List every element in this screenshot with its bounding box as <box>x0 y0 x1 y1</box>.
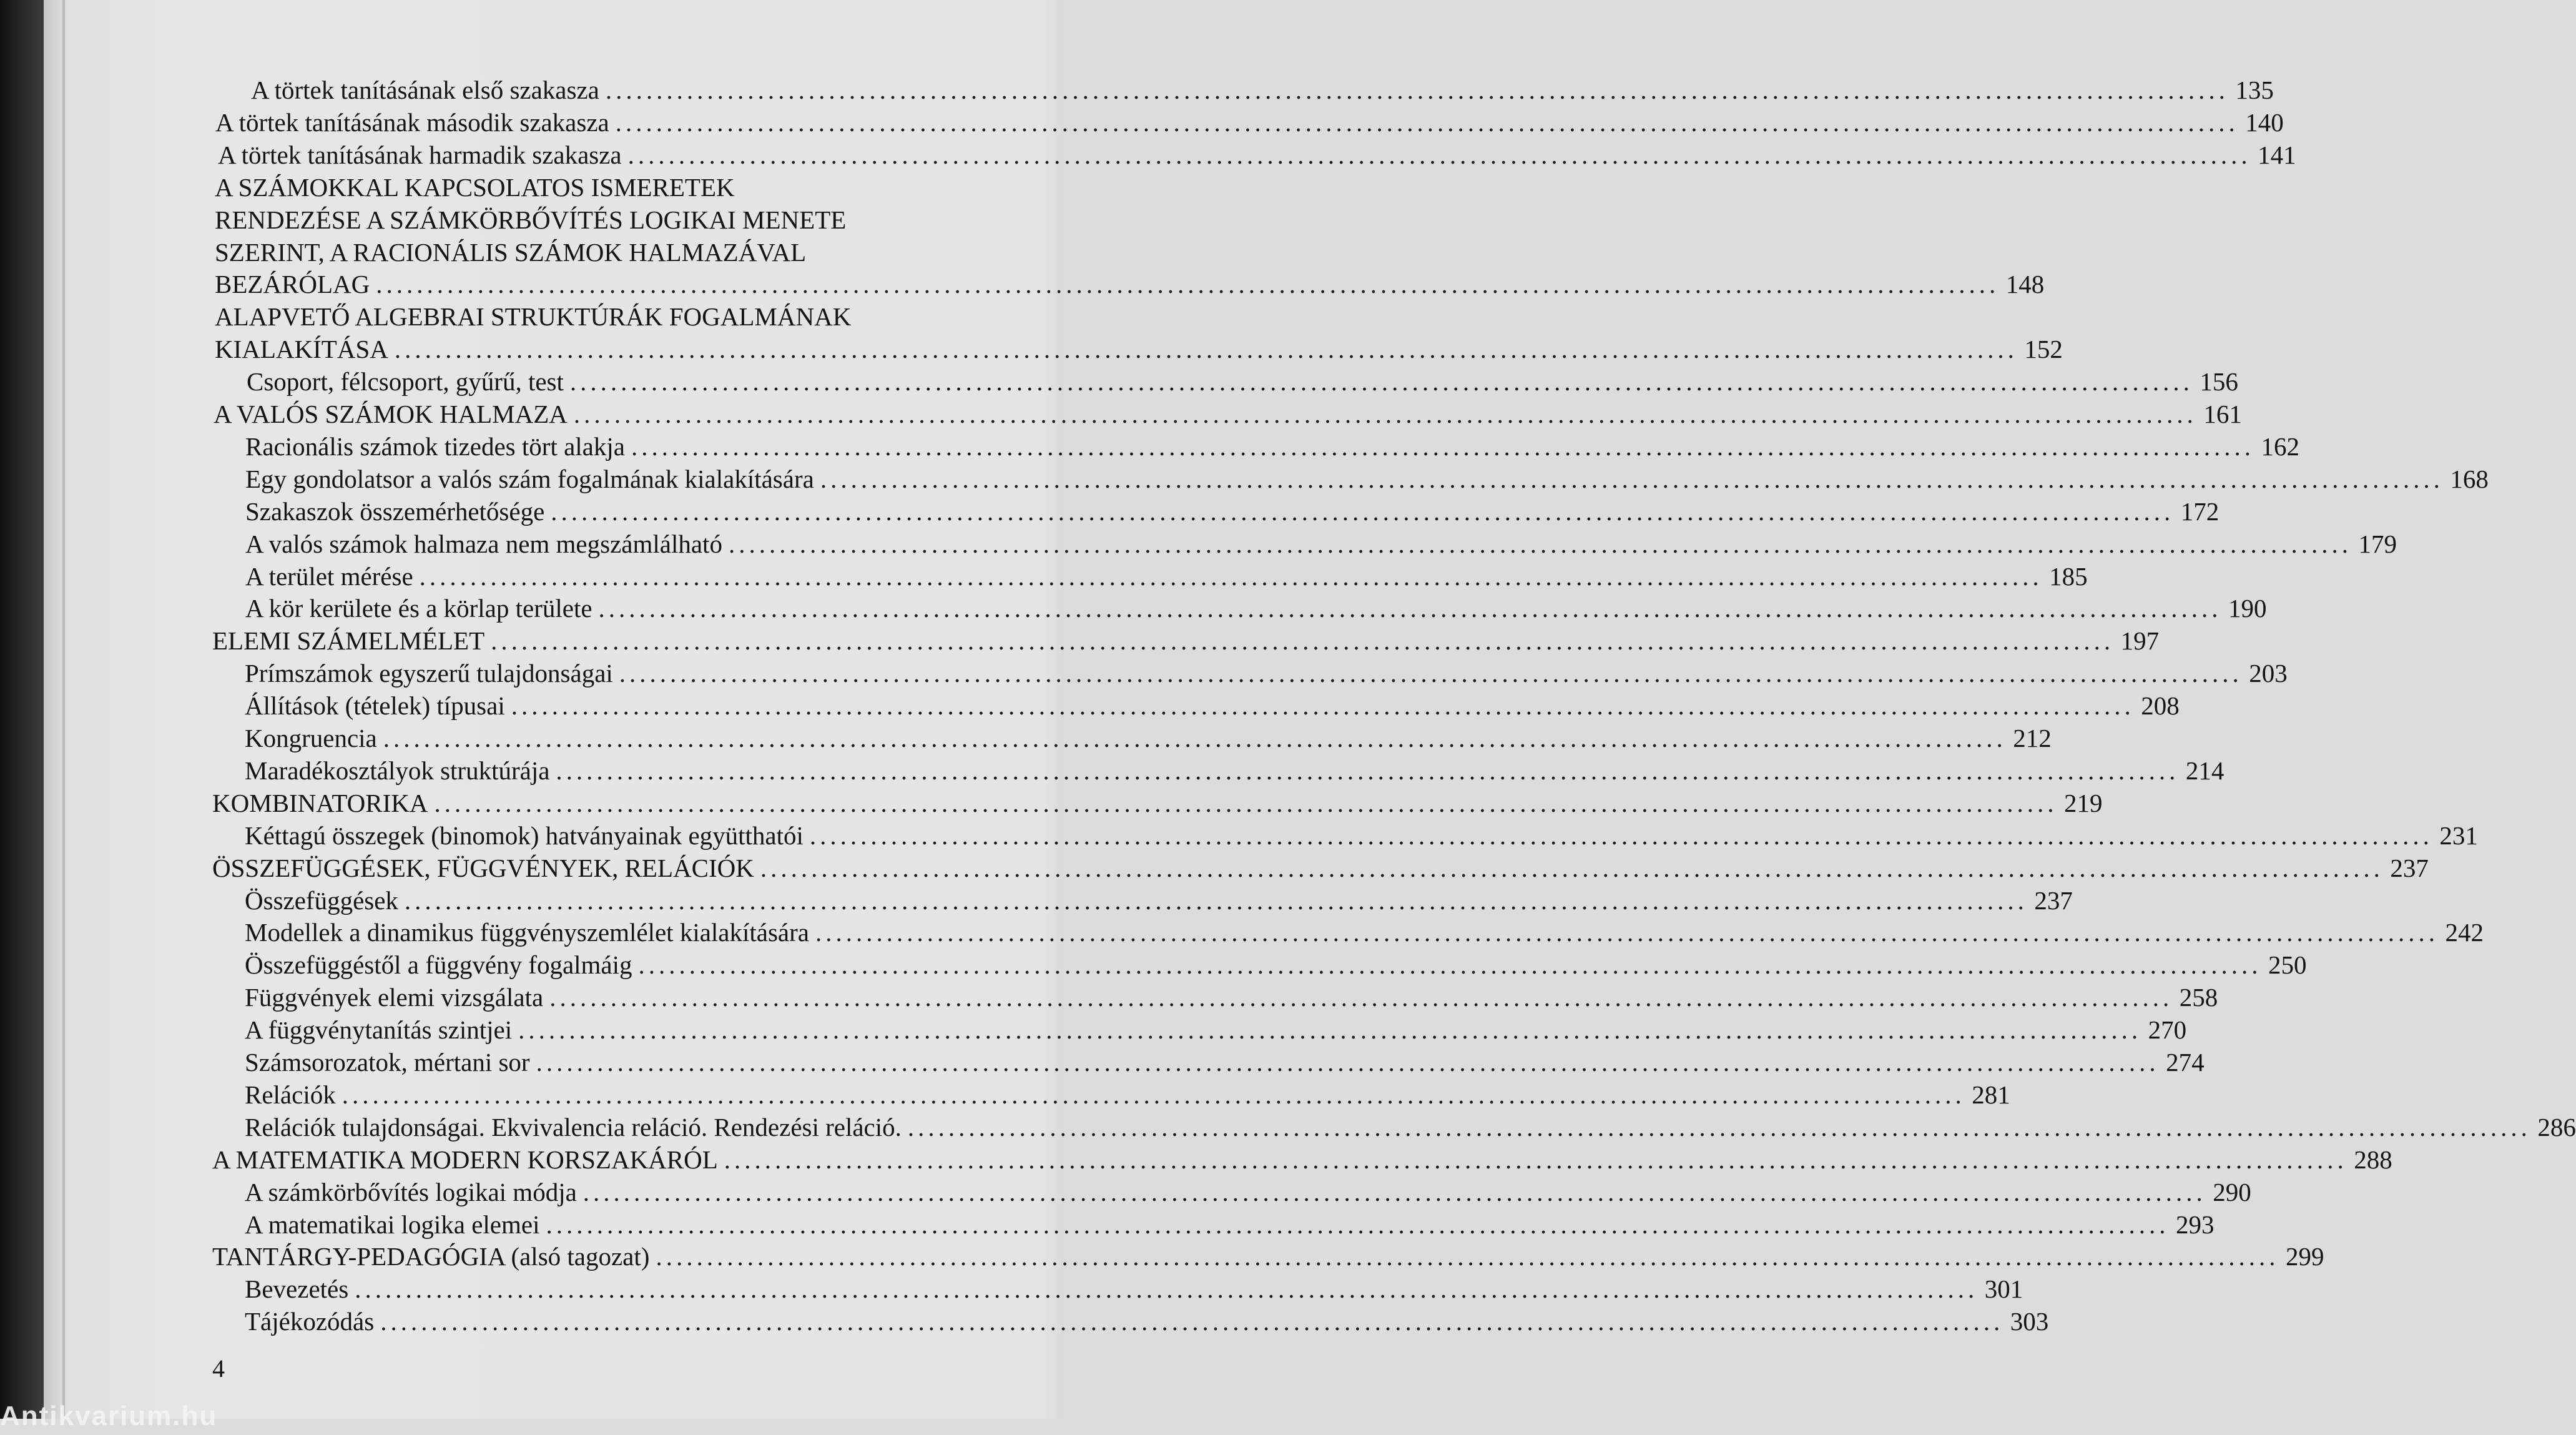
section-title: Modellek a dinamikus függvényszemlélet kialakítására <box>245 918 809 947</box>
toc-page-number: 293 <box>2175 1210 2215 1239</box>
toc-page-number: 203 <box>2249 659 2288 688</box>
toc-entry <box>245 560 2088 593</box>
toc-entry <box>251 74 2274 106</box>
dot-leader: ................................................................................................................................................................ <box>583 1178 2206 1206</box>
toc-page-number: 148 <box>2005 270 2045 298</box>
toc-entry <box>245 981 2218 1013</box>
toc-page-number: 237 <box>2390 854 2429 882</box>
dot-leader: ................................................................................................................................................................ <box>394 335 2018 363</box>
dot-leader: ................................................................................................................................................................ <box>619 659 2243 688</box>
toc-page-number: 214 <box>2185 756 2225 785</box>
toc-entry <box>245 430 2299 463</box>
section-title: A valós számok halmaza nem megszámlálható <box>245 530 722 558</box>
section-title: A törtek tanításának első szakasza <box>251 76 599 104</box>
section-title: Szakaszok összemérhetősége <box>245 497 545 526</box>
toc-page-number: 212 <box>2013 724 2052 752</box>
section-title: A számkörbővítés logikai módja <box>245 1178 577 1206</box>
chapter-title: KOMBINATORIKA <box>212 789 428 817</box>
toc-entry <box>212 787 2103 819</box>
chapter-title: RENDEZÉSE A SZÁMKÖRBŐVÍTÉS LOGIKAI MENETE <box>215 205 847 234</box>
section-title: Bevezetés <box>245 1275 349 1303</box>
toc-entry <box>245 949 2307 981</box>
section-title: Tájékozódás <box>245 1307 375 1336</box>
dot-leader: ................................................................................................................................................................ <box>809 821 2433 850</box>
chapter-title: A SZÁMOKKAL KAPCSOLATOS ISMERETEK <box>215 173 735 202</box>
toc-page-number: 141 <box>2258 141 2296 169</box>
toc-entry <box>245 884 2073 917</box>
dot-leader: ................................................................................................................................................................ <box>434 789 2058 817</box>
chapter-title: SZERINT, A RACIONÁLIS SZÁMOK HALMAZÁVAL <box>215 238 807 267</box>
section-title: Összefüggések <box>245 886 398 915</box>
toc-entry <box>215 268 2045 300</box>
toc-entry <box>212 624 2160 657</box>
toc-page-number: 299 <box>2285 1242 2324 1271</box>
toc-page-number: 281 <box>1972 1080 2010 1109</box>
toc-entry <box>245 495 2220 528</box>
section-title: Számsorozatok, mértani sor <box>245 1048 530 1077</box>
toc-entry <box>245 1208 2215 1241</box>
toc-entry <box>218 139 2296 171</box>
toc-page-number: 185 <box>2049 562 2088 591</box>
dot-leader: ................................................................................................................................................................ <box>820 465 2444 493</box>
toc-page-number: 219 <box>2063 789 2103 817</box>
toc-entry <box>245 592 2267 624</box>
dot-leader: ................................................................................................................................................................ <box>605 76 2229 104</box>
section-title: A függvénytanítás szintjei <box>245 1015 513 1044</box>
section-title: Csoport, félcsoport, gyűrű, test <box>247 367 564 396</box>
toc-entry <box>245 1273 2023 1305</box>
dot-leader: ................................................................................................................................................................ <box>383 724 2007 752</box>
dot-leader: ................................................................................................................................................................ <box>404 886 2028 915</box>
toc-entry <box>245 1078 2010 1111</box>
toc-entry <box>212 1240 2324 1273</box>
chapter-title: A VALÓS SZÁMOK HALMAZA <box>214 400 568 428</box>
section-title: Állítások (tételek) típusai <box>245 691 505 720</box>
toc-page-number: 231 <box>2439 821 2478 850</box>
toc-entry <box>212 1143 2392 1176</box>
toc-entry <box>245 1305 2049 1338</box>
dot-leader: ................................................................................................................................................................ <box>627 141 2251 169</box>
dot-leader: ................................................................................................................................................................ <box>615 108 2239 137</box>
dot-leader: ................................................................................................................................................................ <box>724 1145 2347 1174</box>
toc-page-number: 274 <box>2166 1048 2205 1077</box>
dot-leader: ................................................................................................................................................................ <box>638 950 2262 979</box>
toc-page-number: 168 <box>2450 465 2489 493</box>
toc-entry <box>245 722 2052 754</box>
dot-leader: ................................................................................................................................................................ <box>419 562 2043 591</box>
toc-entry <box>245 819 2478 852</box>
toc-page-number: 288 <box>2354 1145 2392 1174</box>
toc-entry <box>215 333 2063 365</box>
toc-page-number: 135 <box>2235 76 2274 104</box>
chapter-title: ALAPVETŐ ALGEBRAI STRUKTÚRÁK FOGALMÁNAK <box>215 302 852 331</box>
toc-page-number: 303 <box>2010 1307 2049 1336</box>
dot-leader: ................................................................................................................................................................ <box>569 367 2193 396</box>
toc-page-number: 162 <box>2261 432 2299 461</box>
section-title: A törtek tanításának második szakasza <box>215 108 609 137</box>
toc-entry <box>215 106 2284 139</box>
chapter-title: ÖSSZEFÜGGÉSEK, FÜGGVÉNYEK, RELÁCIÓK <box>212 854 754 882</box>
toc-entry <box>245 689 2180 722</box>
toc-entry <box>245 528 2397 560</box>
toc-entry <box>245 1013 2187 1046</box>
dot-leader: ................................................................................................................................................................ <box>546 1210 2170 1239</box>
toc-page-number: 197 <box>2120 626 2160 655</box>
dot-leader: ................................................................................................................................................................ <box>511 691 2135 720</box>
toc-entry <box>214 398 2242 430</box>
section-title: Egy gondolatsor a valós szám fogalmának kialakítására <box>245 465 814 493</box>
dot-leader: ................................................................................................................................................................ <box>342 1080 1965 1109</box>
dot-leader: ................................................................................................................................................................ <box>728 530 2352 558</box>
chapter-title: BEZÁRÓLAG <box>215 270 370 298</box>
toc-entry <box>215 204 902 236</box>
dot-leader: ................................................................................................................................................................ <box>631 432 2254 461</box>
section-title: Összefüggéstől a függvény fogalmáig <box>245 950 632 979</box>
section-title: Kéttagú összegek (binomok) hatványainak együtthatói <box>245 821 804 850</box>
watermark: Antikvarium.hu <box>0 1401 218 1431</box>
toc-page-number: 258 <box>2179 983 2218 1012</box>
dot-leader: ................................................................................................................................................................ <box>355 1275 1979 1303</box>
toc-page-number: 179 <box>2358 530 2397 558</box>
toc-entry <box>245 657 2288 689</box>
section-title: Függvények elemi vizsgálata <box>245 983 544 1012</box>
toc-entry <box>245 1046 2205 1078</box>
section-title: A kör kerülete és a körlap területe <box>245 594 592 623</box>
toc-entry <box>245 754 2225 787</box>
toc-page-number: 286 <box>2537 1113 2576 1142</box>
toc-page-number: 190 <box>2228 594 2267 623</box>
dot-leader: ................................................................................................................................................................ <box>376 270 2000 298</box>
toc-page-number: 161 <box>2203 400 2242 428</box>
toc-entry <box>245 1176 2251 1208</box>
chapter-title: ELEMI SZÁMELMÉLET <box>212 626 485 655</box>
dot-leader: ................................................................................................................................................................ <box>907 1113 2531 1142</box>
toc-entry <box>215 300 902 333</box>
toc-page-number: 270 <box>2148 1015 2187 1044</box>
toc-entry <box>215 171 902 204</box>
toc-entry <box>215 236 902 269</box>
section-title: A matematikai logika elemei <box>245 1210 540 1239</box>
dot-leader: ................................................................................................................................................................ <box>549 983 2173 1012</box>
chapter-title: TANTÁRGY-PEDAGÓGIA (alsó tagozat) <box>212 1242 650 1271</box>
toc-entry <box>212 852 2429 884</box>
section-title: Relációk <box>245 1080 336 1109</box>
page-number: 4 <box>212 1354 225 1383</box>
toc-page-number: 208 <box>2141 691 2180 720</box>
dot-leader: ................................................................................................................................................................ <box>380 1307 2004 1336</box>
toc-page-number: 140 <box>2245 108 2284 137</box>
dot-leader: ................................................................................................................................................................ <box>815 918 2439 947</box>
chapter-title: A MATEMATIKA MODERN KORSZAKÁRÓL <box>212 1145 718 1174</box>
toc-entry <box>247 365 2238 398</box>
toc-entry <box>245 1111 2576 1143</box>
toc-page-number: 290 <box>2213 1178 2251 1206</box>
toc-page-number: 301 <box>1984 1275 2023 1303</box>
toc-page-number: 172 <box>2180 497 2220 526</box>
dot-leader: ................................................................................................................................................................ <box>518 1015 2142 1044</box>
toc-page-number: 152 <box>2024 335 2063 363</box>
section-title: Relációk tulajdonságai. Ekvivalencia reláció. Rendezési reláció. <box>245 1113 902 1142</box>
toc-page-number: 156 <box>2200 367 2238 396</box>
toc-page-number: 250 <box>2268 950 2307 979</box>
chapter-title: KIALAKÍTÁSA <box>215 335 388 363</box>
section-title: Prímszámok egyszerű tulajdonságai <box>245 659 613 688</box>
dot-leader: ................................................................................................................................................................ <box>573 400 2197 428</box>
dot-leader: ................................................................................................................................................................ <box>551 497 2175 526</box>
toc-entry <box>245 916 2484 949</box>
dot-leader: ................................................................................................................................................................ <box>656 1242 2279 1271</box>
dot-leader: ................................................................................................................................................................ <box>598 594 2222 623</box>
section-title: Racionális számok tizedes tört alakja <box>245 432 625 461</box>
section-title: Kongruencia <box>245 724 377 752</box>
toc-entry <box>245 463 2489 495</box>
section-title: Maradékosztályok struktúrája <box>245 756 550 785</box>
dot-leader: ................................................................................................................................................................ <box>760 854 2384 882</box>
dot-leader: ................................................................................................................................................................ <box>491 626 2115 655</box>
toc-page-number: 242 <box>2445 918 2484 947</box>
toc-page-number: 237 <box>2034 886 2073 915</box>
section-title: A terület mérése <box>245 562 413 591</box>
dot-leader: ................................................................................................................................................................ <box>536 1048 2160 1077</box>
section-title: A törtek tanításának harmadik szakasza <box>218 141 622 169</box>
dot-leader: ................................................................................................................................................................ <box>556 756 2180 785</box>
